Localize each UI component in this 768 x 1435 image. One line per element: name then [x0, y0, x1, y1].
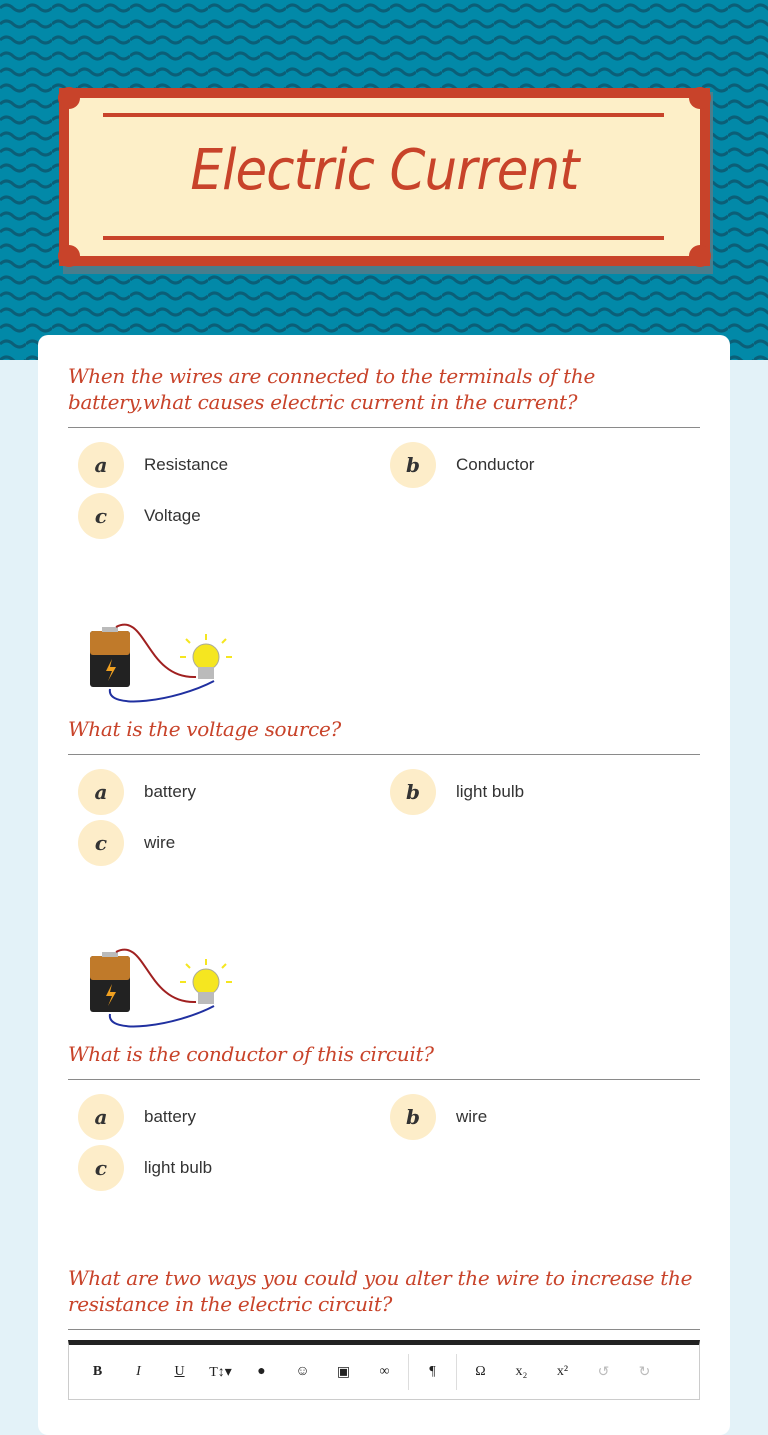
option-1b[interactable] — [390, 442, 534, 488]
option-label: wire — [456, 1107, 488, 1126]
paragraph-direction-icon[interactable]: ¶ — [429, 1364, 436, 1379]
option-bubble: c — [78, 1145, 124, 1191]
text-size-button[interactable]: T↕▾ — [209, 1364, 232, 1380]
divider — [68, 754, 700, 755]
divider — [68, 1079, 700, 1080]
option-2b[interactable] — [390, 769, 524, 815]
option-1c[interactable] — [78, 493, 201, 539]
color-drop-icon[interactable]: ● — [257, 1364, 266, 1379]
redo-icon[interactable]: ↻ — [638, 1364, 651, 1380]
emoji-icon[interactable]: ☺ — [295, 1364, 310, 1379]
question-2-text: What is the voltage source? — [68, 717, 341, 741]
option-label: Voltage — [144, 506, 201, 525]
editor-toolbar — [68, 1340, 700, 1400]
italic-button[interactable]: I — [136, 1364, 141, 1379]
option-bubble: c — [78, 493, 124, 539]
undo-icon[interactable]: ↺ — [597, 1364, 610, 1380]
option-bubble: c — [78, 820, 124, 866]
option-3c[interactable] — [78, 1145, 212, 1191]
option-label: light bulb — [144, 1158, 213, 1177]
option-label: battery — [144, 1107, 196, 1126]
image-icon[interactable]: ▣ — [336, 1364, 351, 1380]
circuit-image — [86, 619, 246, 707]
special-char-icon[interactable]: Ω — [475, 1364, 486, 1379]
superscript-button[interactable]: x² — [556, 1364, 569, 1379]
option-label: Conductor — [456, 455, 535, 474]
option-2c[interactable] — [78, 820, 175, 866]
option-label: battery — [144, 782, 196, 801]
divider — [68, 427, 700, 428]
option-bubble: a — [78, 769, 124, 815]
question-4-text: What are two ways you could you alter the wire to increase the resistance in the electric circuit? — [68, 1266, 693, 1316]
option-bubble: a — [78, 1094, 124, 1140]
title-banner — [59, 88, 710, 266]
underline-button[interactable]: U — [174, 1364, 185, 1379]
option-bubble: a — [78, 442, 124, 488]
option-3a[interactable] — [78, 1094, 196, 1140]
option-bubble: b — [390, 1094, 436, 1140]
option-bubble: b — [390, 769, 436, 815]
divider — [456, 1354, 457, 1390]
question-1-text: When the wires are connected to the terminals of the battery,what causes electric current in the current? — [68, 364, 596, 414]
divider — [68, 1329, 700, 1330]
circuit-image — [86, 944, 246, 1032]
option-1a[interactable] — [78, 442, 228, 488]
option-3b[interactable] — [390, 1094, 487, 1140]
option-label: wire — [144, 833, 176, 852]
page-title: Electric Current — [190, 138, 579, 203]
bold-button[interactable]: B — [92, 1364, 103, 1379]
divider — [408, 1354, 409, 1390]
link-icon[interactable]: ∞ — [379, 1364, 390, 1379]
subscript-button[interactable]: x₂ — [515, 1364, 528, 1379]
option-bubble: b — [390, 442, 436, 488]
option-label: light bulb — [456, 782, 525, 801]
worksheet-card — [38, 335, 730, 1435]
option-2a[interactable] — [78, 769, 196, 815]
question-3-text: What is the conductor of this circuit? — [68, 1042, 434, 1066]
option-label: Resistance — [144, 455, 229, 474]
